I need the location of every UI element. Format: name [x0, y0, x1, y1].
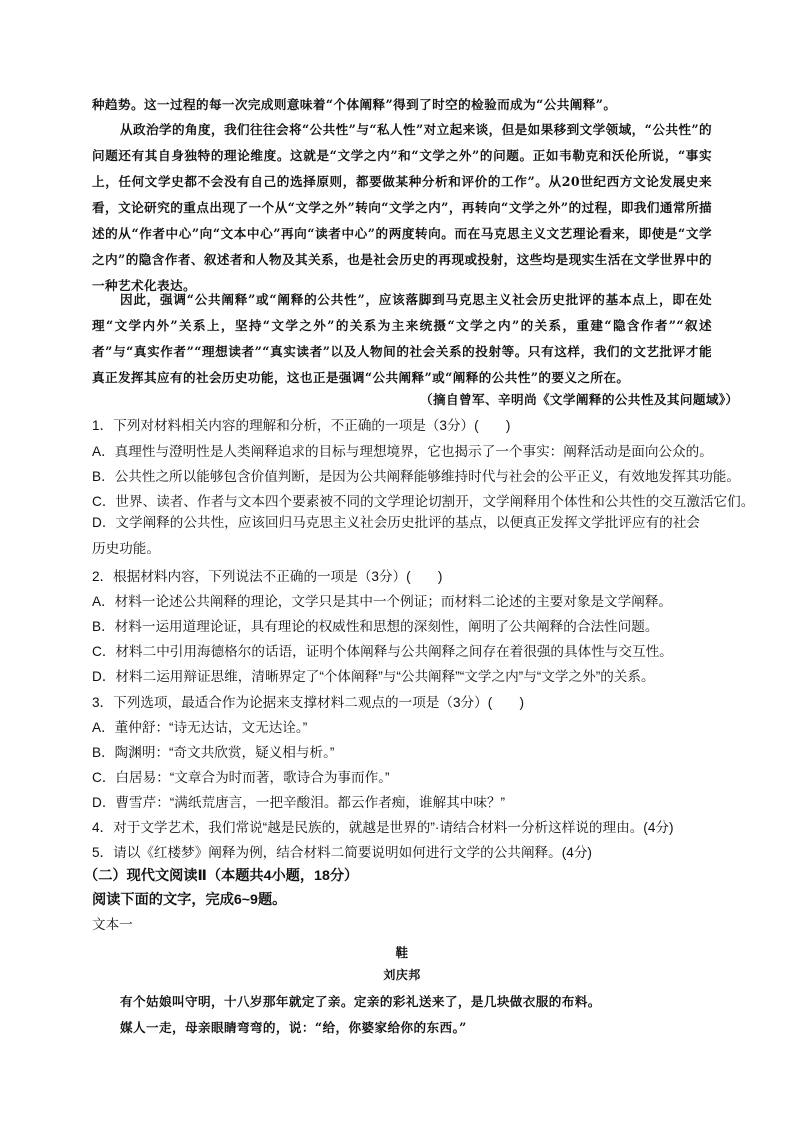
material-paragraph-end: 种趋势。这一过程的每一次完成则意味着“个体阐释”得到了时空的检验而成为“公共阐释”。	[92, 97, 617, 112]
option: C．白居易：“文章合为时而著，歌诗合为事而作。”	[92, 770, 390, 785]
short-answer-question: 5．请以《红楼梦》阐释为例，结合材料二简要说明如何进行文学的公共阐释。(4分)	[92, 845, 592, 860]
option: A．董仲舒：“诗无达诂，文无达诠。”	[92, 720, 308, 735]
material-paragraph: 因此，强调“公共阐释”或“阐释的公共性”，应该落脚到马克思主义社会历史批评的基本点上，即在处理“文学内外”关系上，坚持“文学之外”的关系为主来统摄“文学之内”的关系，重建“隐含作者”“叙述者”与“真实作者”“理想读者”“真实读者”以及人物间的社会关系的投射等。只有这样，我们的文艺批评才能真正发挥其应有的社会历史功能，这也正是强调“公共阐释”或“阐释的公共性”的要义之所在。	[92, 292, 712, 385]
option: B．公共性之所以能够包含价值判断，是因为公共阐释能够维持时代与社会的公平正义，有效地发挥其功能。	[92, 469, 740, 484]
section-instruction: 阅读下面的文字，完成6~9题。	[92, 892, 287, 908]
question-stem: 3．下列选项，最适合作为论据来支撑材料二观点的一项是（3分）( )	[92, 695, 524, 710]
story-paragraph: 媒人一走，母亲眼睛弯弯的，说：“给，你婆家给你的东西。”	[120, 1020, 467, 1035]
option: B．陶渊明：“奇文共欣赏，疑义相与析。”	[92, 745, 335, 760]
option: D．曹雪芹：“满纸荒唐言，一把辛酸泪。都云作者痴，谁解其中味？”	[92, 795, 506, 810]
option: A．材料一论述公共阐释的理论，文学只是其中一个例证；而材料二论述的主要对象是文学阐释。	[92, 594, 673, 609]
short-answer-question: 4．对于文学艺术，我们常说“越是民族的，就越是世界的”·请结合材料一分析这样说的理由。(4分)	[92, 820, 674, 835]
option: B．材料一运用道理论证，具有理论的权威性和思想的深刻性，阐明了公共阐释的合法性问题。	[92, 619, 659, 634]
question-stem: 2．根据材料内容，下列说法不正确的一项是（3分）( )	[92, 569, 443, 584]
material-source: （摘自曾军、辛明尚《文学阐释的公共性及其问题域》）	[420, 392, 739, 407]
option: D．材料二运用辩证思维，清晰界定了“个体阐释”与“公共阐释”“文学之内”与“文学之外”的关系。	[92, 669, 655, 684]
text-label: 文本一	[92, 917, 133, 932]
section-heading: （二）现代文阅读Ⅱ（本题共4小题，18分）	[84, 868, 359, 884]
story-paragraph: 有个姑娘叫守明，十八岁那年就定了亲。定亲的彩礼送来了，是几块做衣服的布料。	[120, 994, 601, 1009]
option: D．文学阐释的公共性，应该回归马克思主义社会历史批评的基点，以便真正发挥文学批评应有的社会历史功能。	[92, 515, 700, 556]
story-author: 刘庆邦	[383, 968, 421, 982]
option: C．世界、读者、作者与文本四个要素被不同的文学理论切割开，文学阐释用个体性和公共性的交互激活它们。	[92, 494, 755, 509]
material-paragraph: 从政治学的角度，我们往往会将“公共性”与“私人性”对立起来谈，但是如果移到文学领域，“公共性”的问题还有其自身独特的理论维度。这就是“文学之内”和“文学之外”的问题。正如韦勒克和沃伦所说，“事实上，任何文学史都不会没有自己的选择原则，都要做某种分析和评价的工作”。从20世纪西方文论发展史来看，文论研究的重点出现了一个从“文学之外”转向“文学之内”，再转向“文学之外”的过程，即我们通常所描述的从“作者中心”向“文本中心”再向“读者中心”的两度转向。而在马克思主义文艺理论看来，即使是“文学之内”的隐含作者、叙述者和人物及其关系，也是社会历史的再现或投射，这些均是现实生活在文学世界中的一种艺术化表达。	[92, 122, 712, 293]
story-title: 鞋	[395, 945, 409, 960]
option: A．真理性与澄明性是人类阐释追求的目标与理想境界，它也揭示了一个事实：阐释活动是面向公众的。	[92, 444, 713, 459]
option: C．材料二中引用海德格尔的话语，证明个体阐释与公共阐释之间存在着很强的具体性与交互性。	[92, 644, 673, 659]
question-stem: 1．下列对材料相关内容的理解和分析，不正确的一项是（3分）( )	[92, 418, 511, 433]
